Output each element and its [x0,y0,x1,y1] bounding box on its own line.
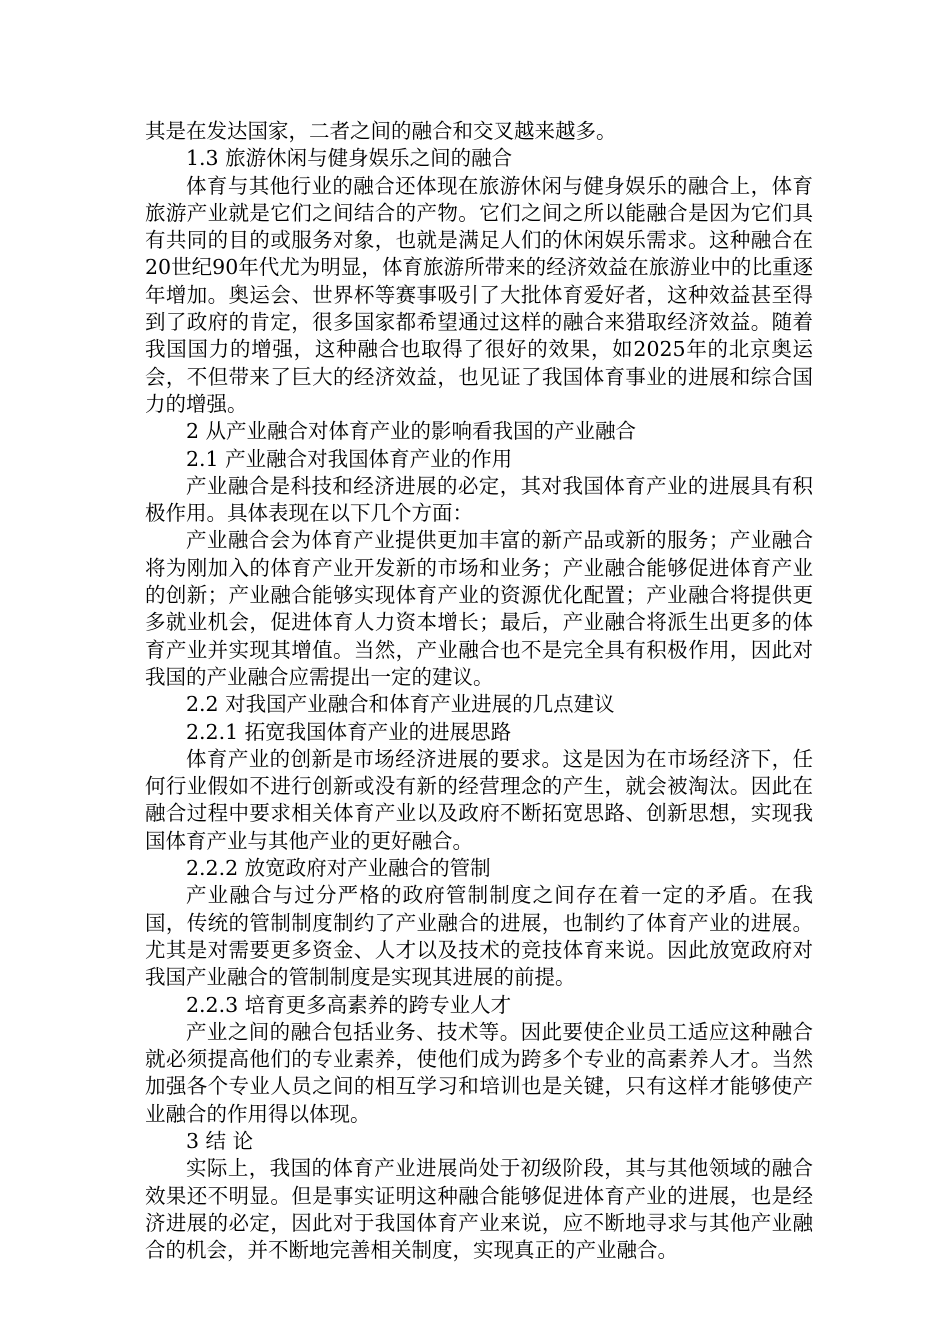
section-heading-2-2-3: 2.2.3 培育更多高素养的跨专业人才 [186,992,512,1017]
body-paragraph: 体育产业的创新是市场经济进展的要求。这是因为在市场经济下，任何行业假如不进行创新或没有新的经营理念的产生，就会被淘汰。因此在融合过程中要求相关体育产业以及政府不断拓宽思路、创新思想，实现我国体育产业与其他产业的更好融合。 [145,746,813,853]
body-paragraph: 实际上，我国的体育产业进展尚处于初级阶段，其与其他领域的融合效果还不明显。但是事实证明这种融合能够促进体育产业的进展，也是经济进展的必定，因此对于我国体育产业来说，应不断地寻求与其他产业融合的机会，并不断地完善相关制度，实现真正的产业融合。 [145,1156,813,1263]
section-heading-2-1: 2.1 产业融合对我国体育产业的作用 [186,446,513,471]
body-paragraph: 产业融合是科技和经济进展的必定，其对我国体育产业的进展具有积极作用。具体表现在以下几个方面： [145,473,813,526]
body-paragraph: 产业融合与过分严格的政府管制制度之间存在着一定的矛盾。在我国，传统的管制制度制约了产业融合的进展，也制约了体育产业的进展。尤其是对需要更多资金、人才以及技术的竞技体育来说。因此放宽政府对我国产业融合的管制制度是实现其进展的前提。 [145,883,813,990]
section-heading-2-2: 2.2 对我国产业融合和体育产业进展的几点建议 [186,692,615,717]
section-heading-3: 3 结 论 [186,1128,254,1153]
document-page [145,118,813,1264]
section-heading-1-3: 1.3 旅游休闲与健身娱乐之间的融合 [186,146,513,171]
section-heading-2: 2 从产业融合对体育产业的影响看我国的产业融合 [186,419,637,444]
paragraph-continuation: 其是在发达国家，二者之间的融合和交叉越来越多。 [145,119,617,143]
section-heading-2-2-2: 2.2.2 放宽政府对产业融合的管制 [186,856,491,881]
body-paragraph: 体育与其他行业的融合还体现在旅游休闲与健身娱乐的融合上，体育旅游产业就是它们之间结合的产物。它们之间之所以能融合是因为它们具有共同的目的或服务对象，也就是满足人们的休闲娱乐需求。这种融合在20世纪90年代尤为明显，体育旅游所带来的经济效益在旅游业中的比重逐年增加。奥运会、世界杯等赛事吸引了大批体育爱好者，这种效益甚至得到了政府的肯定，很多国家都希望通过这样的融合来猎取经济效益。随着我国国力的增强，这种融合也取得了很好的效果，如2025年的北京奥运会，不但带来了巨大的经济效益，也见证了我国体育事业的进展和综合国力的增强。 [145,173,813,416]
body-paragraph: 产业之间的融合包括业务、技术等。因此要使企业员工适应这种融合就必须提高他们的专业素养，使他们成为跨多个专业的高素养人才。当然加强各个专业人员之间的相互学习和培训也是关键，只有这样才能够使产业融合的作用得以体现。 [145,1019,813,1126]
section-heading-2-2-1: 2.2.1 拓宽我国体育产业的进展思路 [186,719,512,744]
body-paragraph: 产业融合会为体育产业提供更加丰富的新产品或新的服务；产业融合将为刚加入的体育产业开发新的市场和业务；产业融合能够促进体育产业的创新；产业融合能够实现体育产业的资源优化配置；产业融合将提供更多就业机会，促进体育人力资本增长；最后，产业融合将派生出更多的体育产业并实现其增值。当然，产业融合也不是完全具有积极作用，因此对我国的产业融合应需提出一定的建议。 [145,528,813,689]
